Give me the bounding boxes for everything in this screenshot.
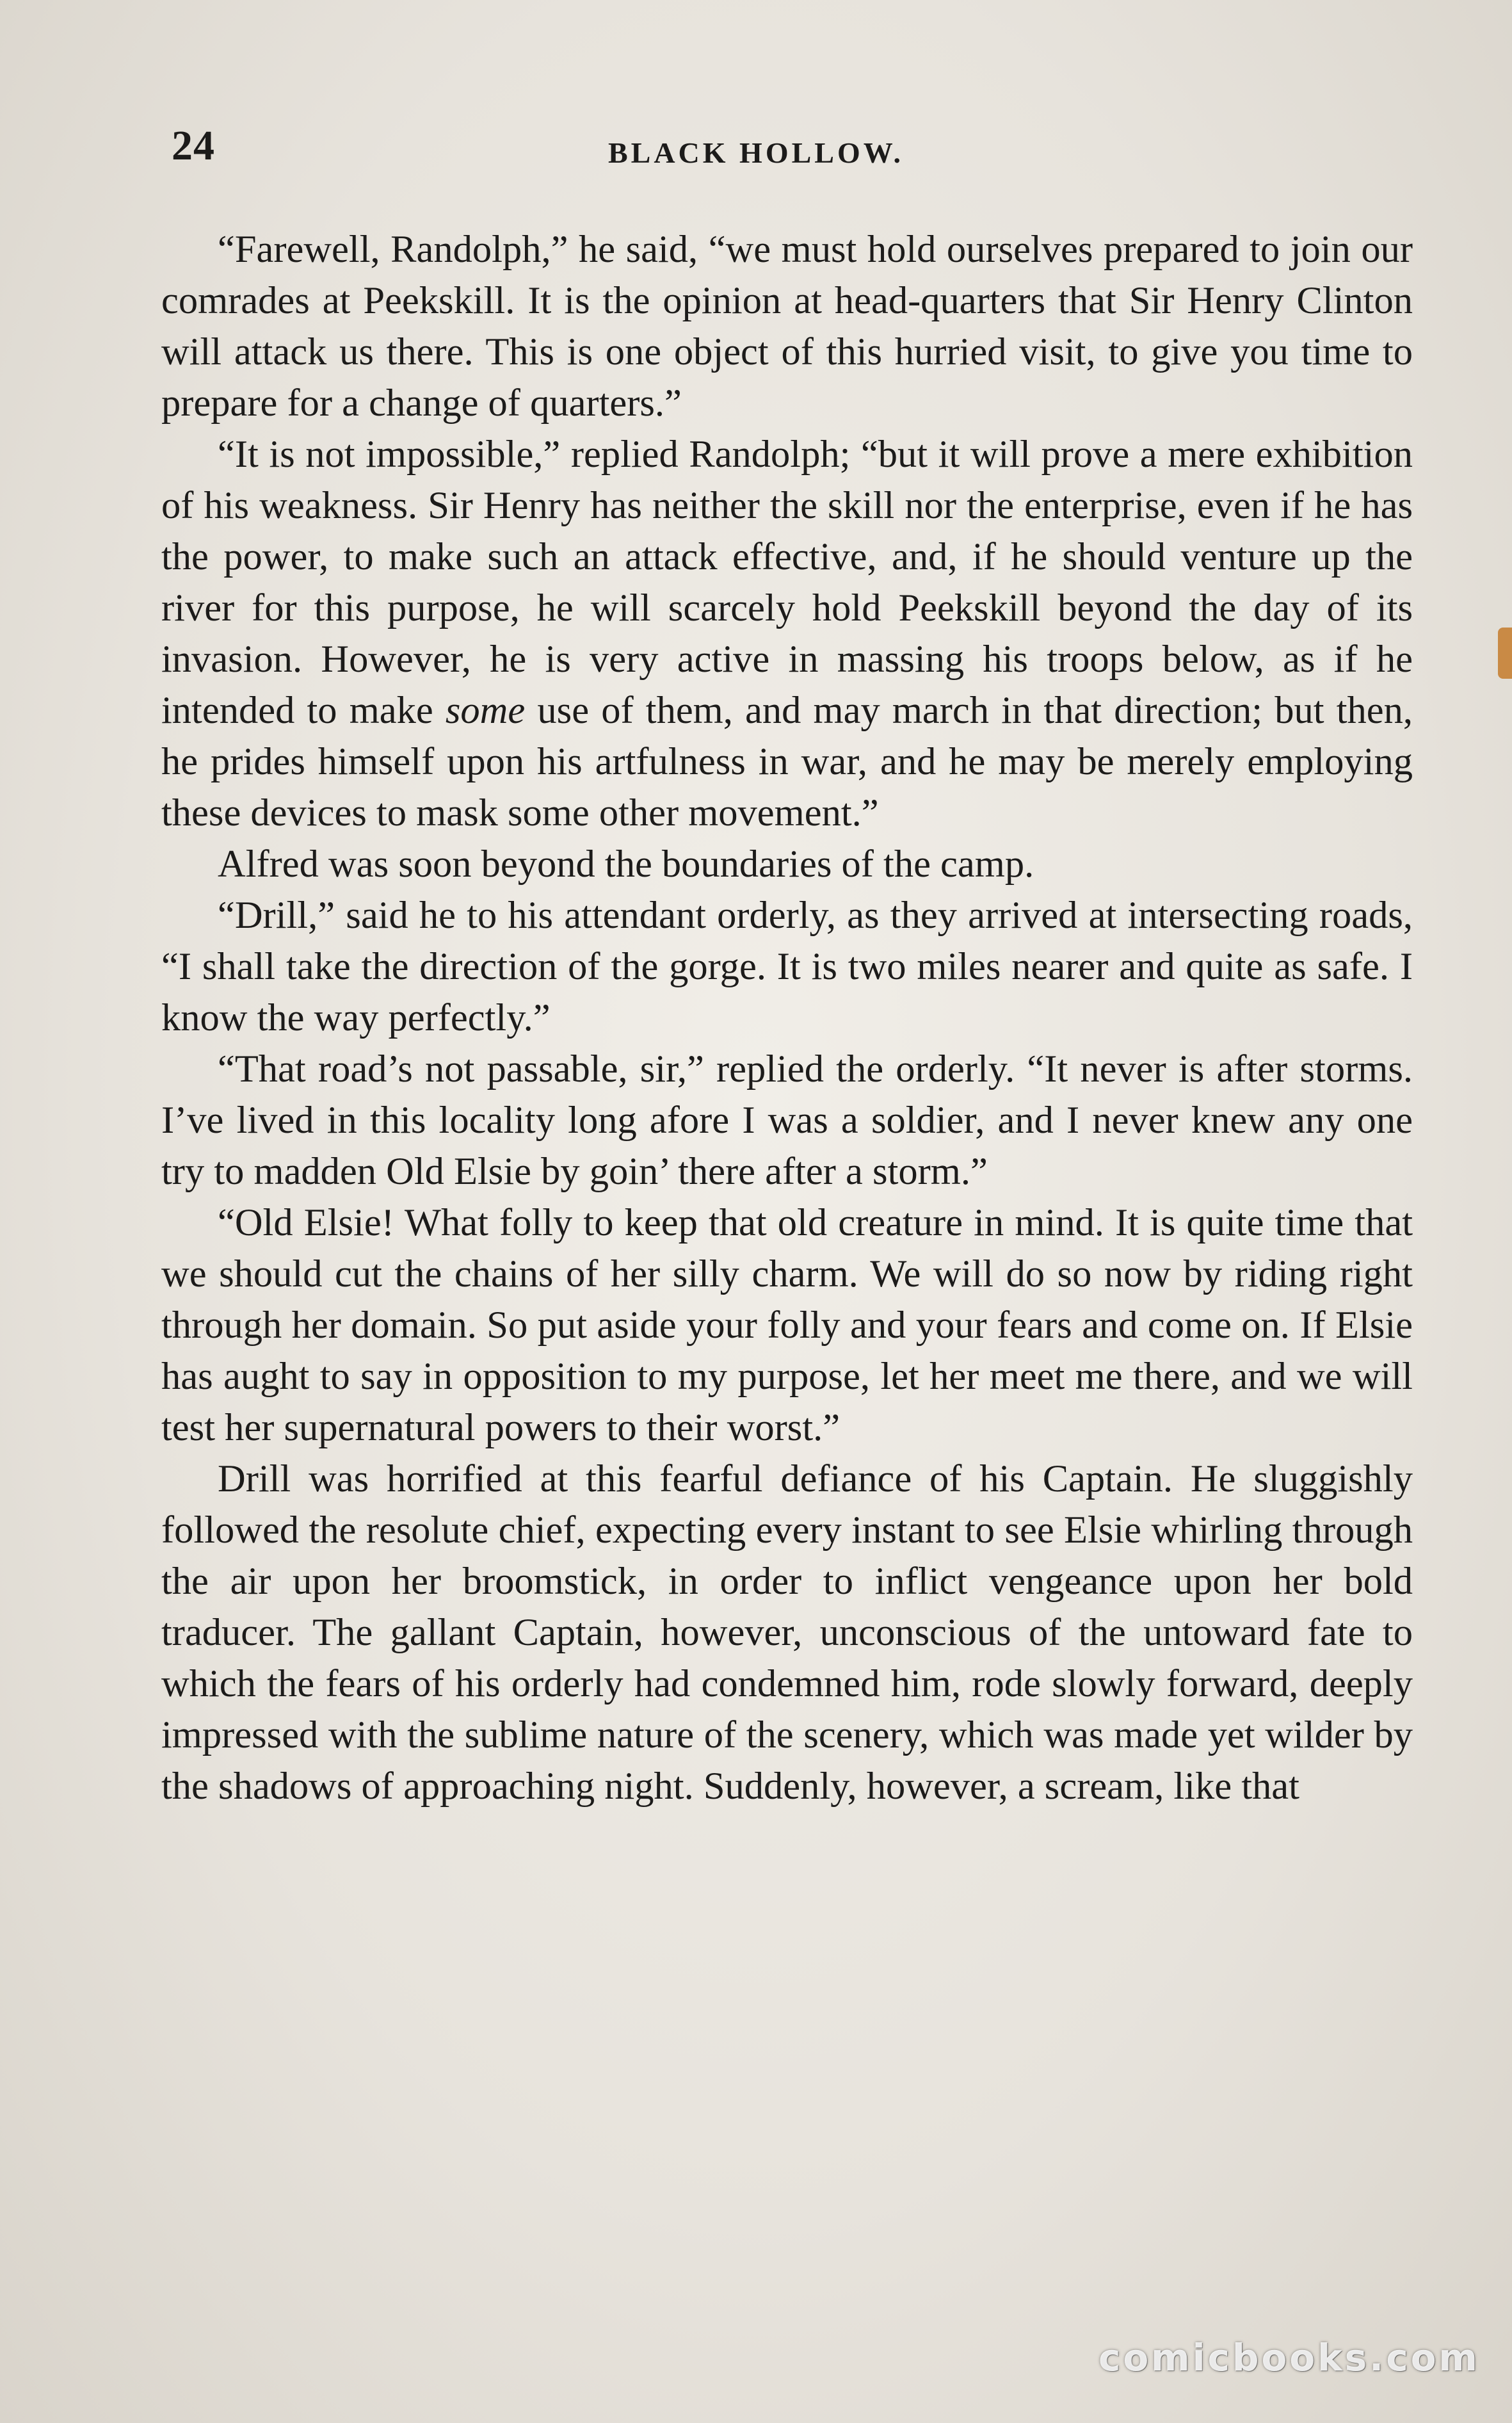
- paragraph-3: Alfred was soon beyond the boundaries of the camp.: [218, 843, 1034, 886]
- paragraph-6: “Old Elsie! What folly to keep that old creature in mind. It is quite time that we should cut the chains of her silly charm. We will do so now by riding right through her domain. So put aside your folly and your fears and come on. If Elsie has aught to say in opposition to my purpose, let her meet me there, and we will test her supernatural powers to their worst.”: [161, 1201, 1413, 1449]
- page-number: 24: [172, 122, 215, 169]
- paragraph-2-part-a: “It is not impossible,” replied Randolph; “but it will prove a mere exhibition of his weakness. Sir Henry has neither the skill nor the enterprise, even if he has the power, to make such an attack effective, and, if he should venture up the river for this purpose, he will scarcely hold Peekskill beyond the day of its invasion. However, he is very active in massing his troops below, as if he intended to make: [161, 433, 1413, 732]
- paragraph-7: Drill was horrified at this fearful defiance of his Captain. He sluggishly followed the resolute chief, expecting every instant to see Elsie whirling through the air upon her broomstick, in order to inflict vengeance upon her bold traducer. The gallant Captain, however, unconscious of the untoward fate to which the fears of his orderly had condemned him, rode slowly forward, deeply impressed with the sublime nature of the scenery, which was made yet wilder by the shadows of approaching night. Suddenly, however, a scream, like that: [161, 1457, 1413, 1808]
- paragraph-1: “Farewell, Randolph,” he said, “we must hold ourselves prepared to join our comrades at Peekskill. It is the opinion at head-quarters that Sir Henry Clinton will attack us there. This is one object of this hurried visit, to give you time to prepare for a change of quarters.”: [161, 228, 1413, 425]
- page-edge-stain: [1498, 628, 1512, 679]
- paragraph-5: “That road’s not passable, sir,” replied the orderly. “It never is after storms. I’ve lived in this locality long afore I was a soldier, and I never knew any one try to madden Old Elsie by goin’ there after a storm.”: [161, 1048, 1413, 1193]
- running-head: BLACK HOLLOW.: [607, 136, 905, 169]
- paragraph-2-part-b: use of them, and may march in that direction; but then, he prides himself upon his artfulness in war, and he may be merely employing these devices to mask some other movement.”: [161, 689, 1413, 834]
- watermark: comicbooks.com: [1098, 2336, 1480, 2379]
- paragraph-4: “Drill,” said he to his attendant orderly, as they arrived at intersecting roads, “I shall take the direction of the gorge. It is two miles nearer and quite as safe. I know the way perfectly.”: [161, 894, 1413, 1039]
- emphasized-word: some: [445, 689, 526, 732]
- body-text: [161, 224, 1413, 1812]
- paragraph-2: [161, 429, 1413, 839]
